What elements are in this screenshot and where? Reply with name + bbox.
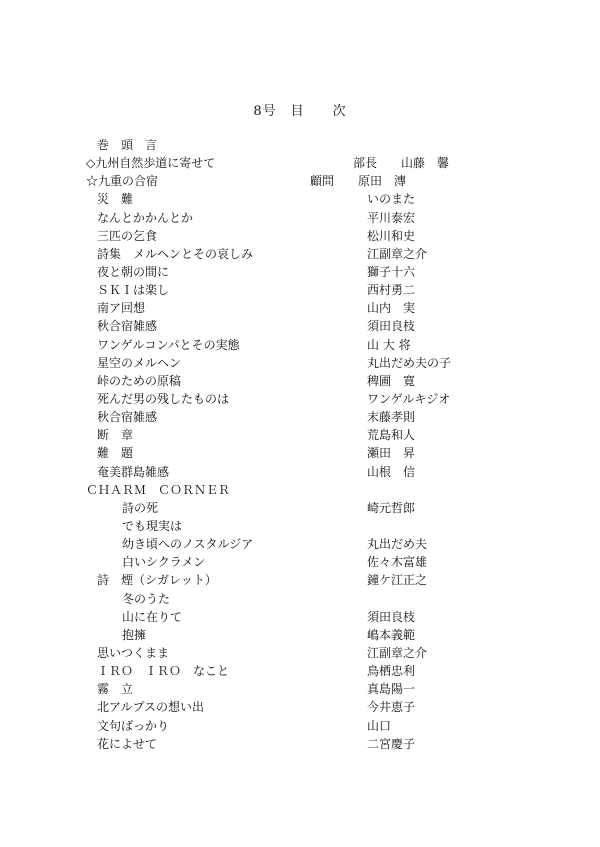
- entry-author: 丸出だめ夫の子: [367, 355, 452, 370]
- entry-title: ワンゲルコンパとその実態: [97, 337, 240, 352]
- toc-entry: [0, 626, 600, 644]
- entry-title: 白いシクラメン: [122, 555, 206, 570]
- entry-author: 顧問 原田 漙: [310, 174, 407, 189]
- toc-entry: [0, 299, 600, 317]
- toc-entry: [0, 463, 600, 481]
- entry-title: 文句ばっかり: [97, 718, 170, 733]
- entry-title: 詩集 メルヘンとその哀しみ: [97, 246, 254, 261]
- entry-author: 稗圃 寛: [367, 373, 416, 388]
- entry-author: 鳥栖忠利: [367, 664, 416, 679]
- entry-title: 幼き頃へのノスタルジア: [122, 537, 254, 552]
- toc-entry: [0, 281, 600, 299]
- entry-author: 瀬田 昇: [367, 446, 416, 461]
- toc-entry: [0, 154, 600, 172]
- entry-title: ＩＲＯ ＩＲＯ なこと: [97, 664, 230, 679]
- entry-title: 抱擁: [122, 627, 147, 642]
- toc-entry: [0, 136, 600, 154]
- entry-title: 詩 煙（シガレット）: [97, 573, 217, 588]
- toc-entry: [0, 190, 600, 208]
- entry-title: 死んだ男の残したものは: [97, 391, 230, 406]
- entry-author: 山口: [367, 718, 392, 733]
- entry-author: 丸出だめ夫: [367, 537, 428, 552]
- entry-title: ◇九州自然歩道に寄せて: [86, 156, 216, 171]
- entry-title: 災 難: [97, 192, 134, 207]
- entry-title: 冬のうた: [122, 591, 171, 606]
- toc-entry: [0, 698, 600, 716]
- entry-author: 江副章之介: [367, 246, 428, 261]
- toc-entry: [0, 662, 600, 680]
- toc-entry: [0, 535, 600, 553]
- toc-entry: [0, 336, 600, 354]
- entry-title: 秋合宿雑感: [97, 410, 158, 425]
- toc-entry: [0, 444, 600, 462]
- entry-author: 佐々木富雄: [367, 555, 428, 570]
- toc-entry: [0, 354, 600, 372]
- toc-entry: [0, 553, 600, 571]
- entry-title: 奄美群島雑感: [97, 464, 170, 479]
- entry-author: 嶋本義範: [367, 627, 416, 642]
- entry-author: 獅子十六: [367, 264, 416, 279]
- table-of-contents: [0, 136, 600, 753]
- toc-entry: [0, 644, 600, 662]
- toc-entry: [0, 209, 600, 227]
- toc-entry: [0, 426, 600, 444]
- entry-author: 真島陽一: [367, 682, 416, 697]
- entry-author: 須田良枝: [367, 609, 416, 624]
- entry-title: 南ア回想: [97, 301, 146, 316]
- section-title: ＣＨＡＲＭ ＣＯＲＮＥＲ: [86, 482, 231, 497]
- entry-author: 二宮慶子: [367, 736, 416, 751]
- entry-title: 巻 頭 言: [97, 138, 158, 152]
- toc-entry: [0, 735, 600, 753]
- toc-section-heading: [0, 481, 600, 499]
- entry-title: ＳＫＩは楽し: [97, 283, 170, 298]
- entry-author: 江副章之介: [367, 645, 428, 660]
- entry-title: 花によせて: [97, 736, 158, 751]
- entry-author: ワンゲルキジオ: [367, 391, 451, 406]
- entry-author: 末藤孝則: [367, 410, 416, 425]
- entry-author: 鐘ケ江正之: [367, 573, 428, 588]
- entry-author: 松川和史: [367, 228, 416, 243]
- entry-author: 今井恵子: [367, 700, 416, 715]
- entry-title: 山に在りて: [122, 609, 183, 624]
- toc-entry: [0, 499, 600, 517]
- entry-author: 部長 山藤 馨: [353, 156, 450, 171]
- toc-entry: [0, 717, 600, 735]
- entry-author: 崎元哲郎: [367, 500, 416, 515]
- toc-entry: [0, 172, 600, 190]
- entry-author: 西村勇二: [367, 283, 416, 298]
- toc-entry: [0, 571, 600, 589]
- entry-author: 山根 信: [367, 464, 416, 479]
- page-title: 8号 目 次: [253, 104, 347, 119]
- entry-title: 秋合宿雑感: [97, 319, 158, 334]
- toc-entry: [0, 390, 600, 408]
- entry-title: ☆九重の合宿: [86, 174, 159, 189]
- entry-author: 山内 実: [367, 301, 416, 316]
- entry-title: 三匹の乞食: [97, 228, 158, 243]
- entry-title: 星空のメルヘン: [97, 355, 182, 370]
- entry-title: 思いつくまま: [97, 645, 170, 660]
- entry-title: 断 章: [97, 428, 134, 443]
- toc-entry: [0, 317, 600, 335]
- toc-entry: [0, 608, 600, 626]
- toc-entry: [0, 680, 600, 698]
- toc-entry: [0, 263, 600, 281]
- entry-title: でも現実は: [122, 518, 183, 533]
- entry-title: なんとかかんとか: [97, 210, 194, 225]
- entry-title: 難 題: [97, 446, 134, 461]
- toc-entry: [0, 590, 600, 608]
- toc-entry: [0, 517, 600, 535]
- entry-title: 霧 立: [97, 682, 134, 697]
- entry-title: 北アルプスの想い出: [97, 700, 205, 715]
- toc-entry: [0, 372, 600, 390]
- entry-author: いのまた: [367, 192, 416, 207]
- entry-author: 山 大 将: [367, 337, 411, 352]
- entry-author: 平川泰宏: [367, 210, 416, 225]
- entry-title: 詩の死: [122, 500, 159, 515]
- toc-entry: [0, 408, 600, 426]
- entry-title: 夜と朝の間に: [97, 264, 170, 279]
- entry-author: 須田良枝: [367, 319, 416, 334]
- entry-title: 峠のための原稿: [97, 373, 182, 388]
- entry-author: 荒島和人: [367, 428, 416, 443]
- toc-entry: [0, 227, 600, 245]
- toc-entry: [0, 245, 600, 263]
